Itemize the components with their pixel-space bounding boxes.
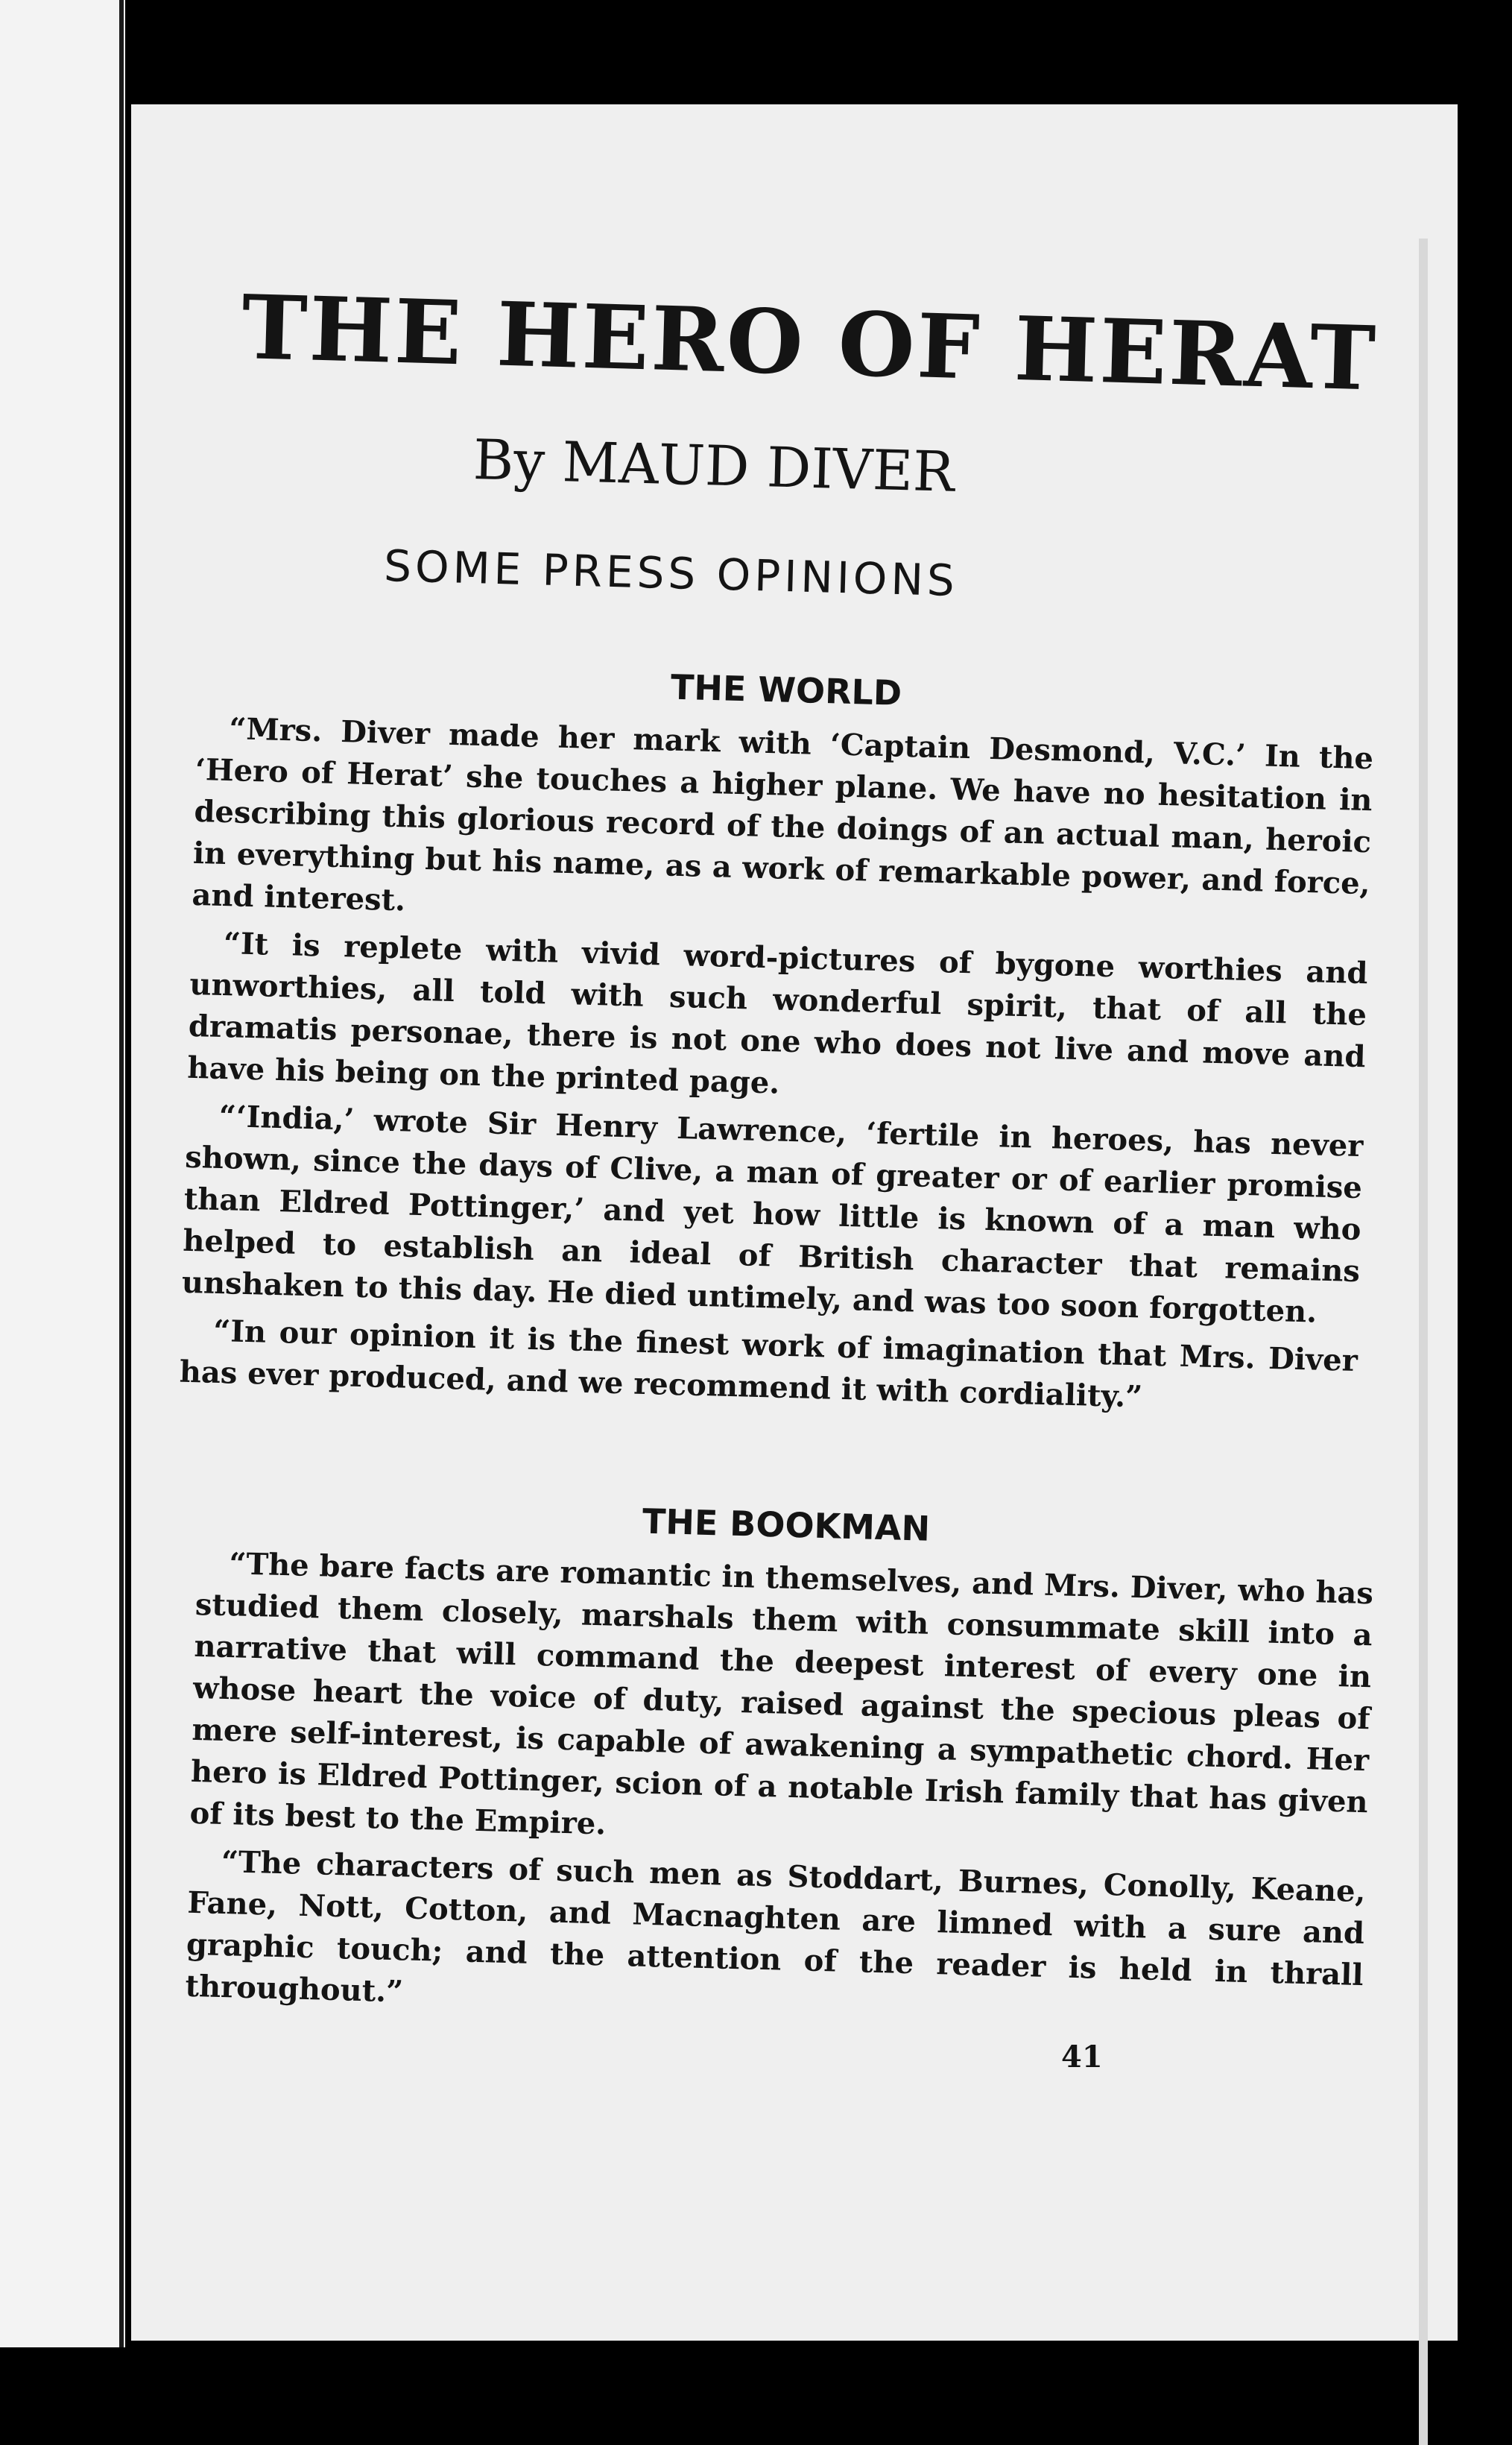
book-page: [131, 104, 1458, 2341]
review-paragraph: “The bare facts are romantic in themselves, and Mrs. Diver, who has studied them closely, marshals them with consummate skill into a narrative that will command the deepest interest of every one in whose heart the voice of duty, raised against the specious pleas of mere self-interest, is capable of awakening a sympathetic chord. Her hero is Eldred Pottinger, scion of a notable Irish family that has given of its best to the Empire.: [189, 1545, 1374, 1842]
review-the-bookman: [185, 1491, 1376, 2038]
review-source: THE BOOKMAN: [642, 1501, 931, 1549]
left-page-margin: [0, 0, 125, 2347]
review-the-world: [179, 656, 1375, 1424]
review-paragraph: “In our opinion it is the finest work of imagination that Mrs. Diver has ever produced, and we recommend it with cordiality.”: [179, 1313, 1358, 1415]
review-paragraph: “The characters of such men as Stoddart, Burnes, Conolly, Keane, Fane, Nott, Cotton, and Macnaghten are limned with a sure and graphic touch; and the attention of the reader is held in thrall throughout.”: [185, 1843, 1367, 2010]
section-title: SOME PRESS OPINIONS: [383, 540, 959, 607]
page-number: 41: [1061, 2039, 1103, 2075]
binding-rule: [119, 0, 124, 2347]
review-paragraph: “Mrs. Diver made her mark with ‘Captain Desmond, V.C.’ In the ‘Hero of Herat’ she touches a higher plane. We have no hesitation in describing this glorious record of the doings of an actual man, heroic in everything but his name, as a work of remarkable power, and force, and interest.: [192, 710, 1374, 918]
review-paragraph: “‘India,’ wrote Sir Henry Lawrence, ‘fertile in heroes, has never shown, since the days of Clive, a man of greater or of earlier promise than Eldred Pottinger,’ and yet how little is known of a man who helped to establish an ideal of British character that remains unshaken to this day. He died untimely, and was too soon forgotten.: [181, 1098, 1364, 1330]
review-paragraph: “It is replete with vivid word-pictures of bygone worthies and unworthies, all told with such wonderful spirit, that of all the dramatis personae, there is not one who does not live and move and have his being on the printed page.: [186, 925, 1369, 1101]
author-line: By MAUD DIVER: [472, 428, 955, 505]
page-edge: [1419, 239, 1428, 2445]
book-title: THE HERO OF HERAT: [240, 275, 1379, 411]
review-source: THE WORLD: [670, 666, 902, 713]
